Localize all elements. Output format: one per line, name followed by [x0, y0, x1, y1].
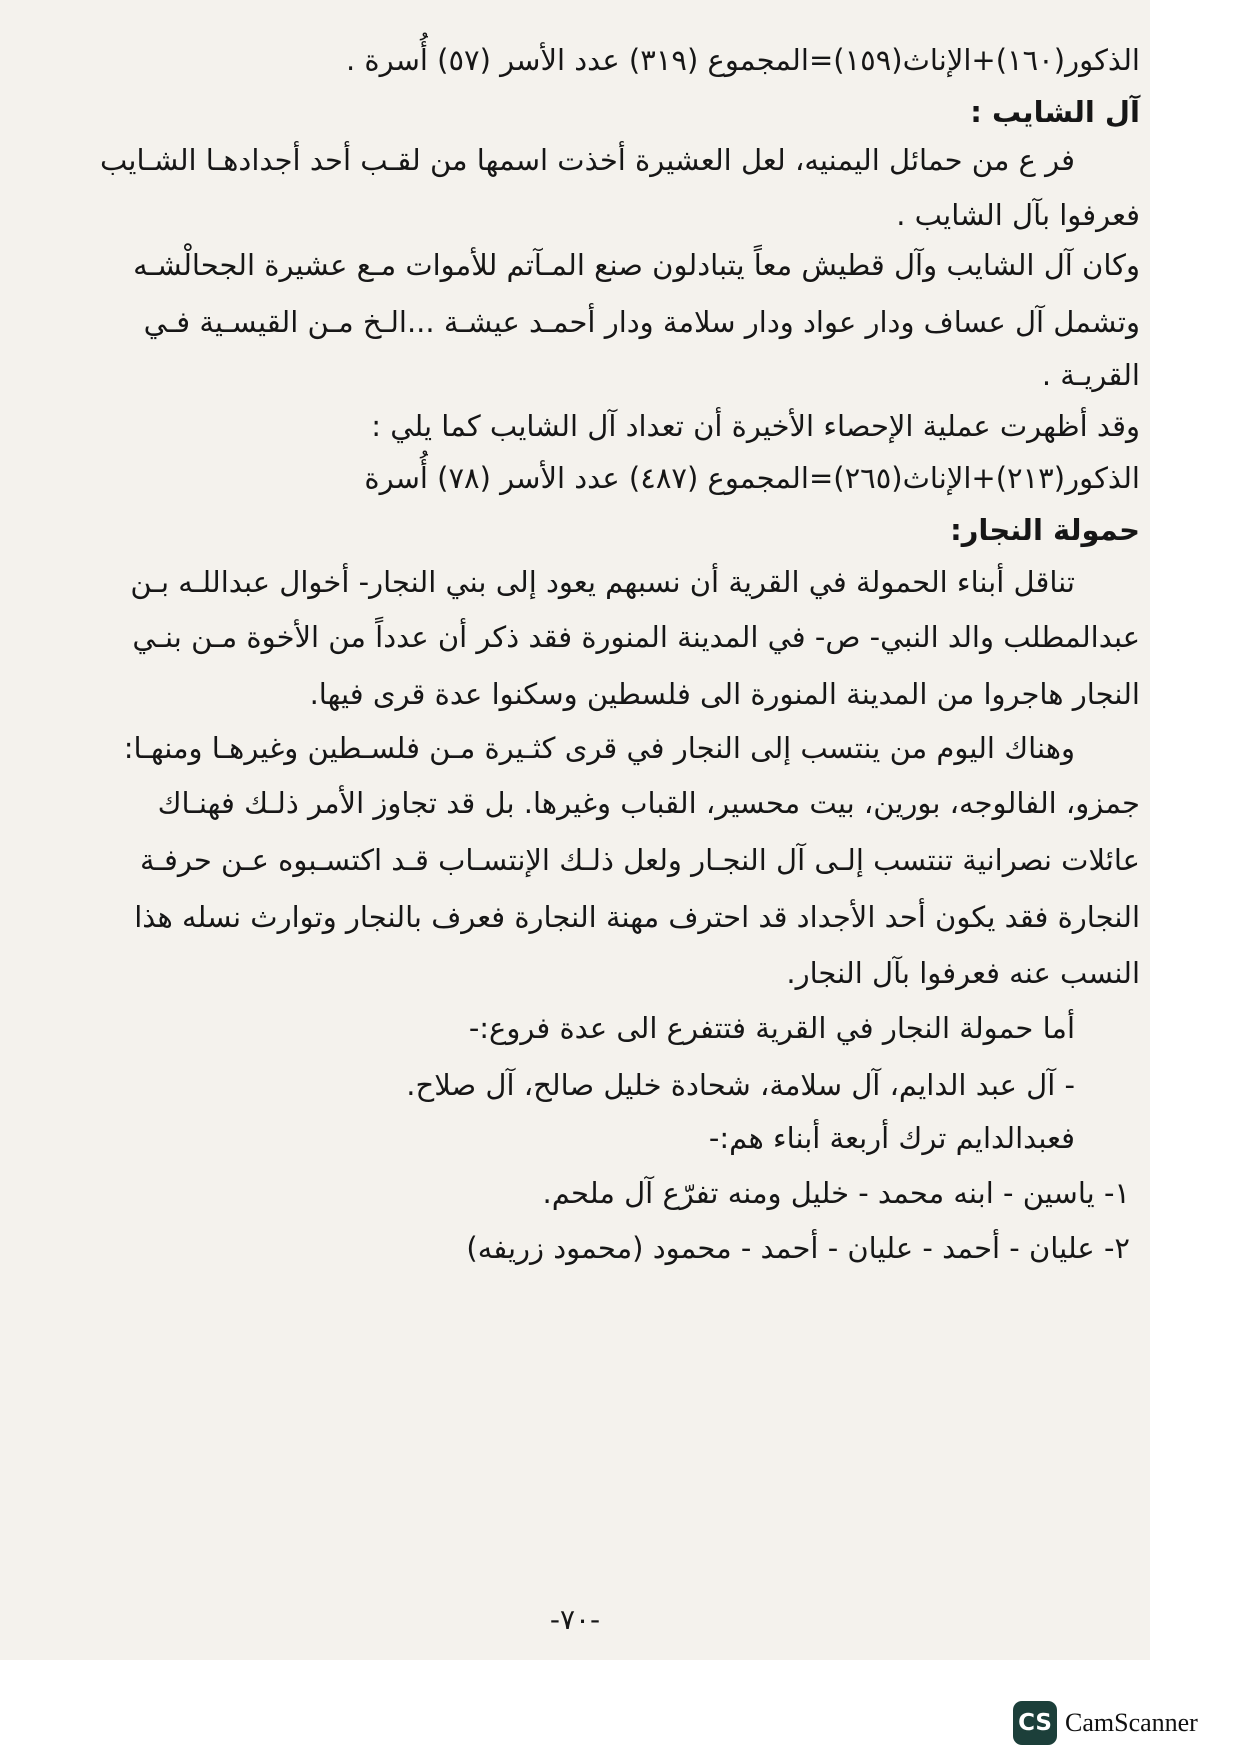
paragraph-line: فر ع من حمائل اليمنيه، لعل العشيرة أخذت اسمها من لقـب أحد أجدادهـا الشـايب	[99, 143, 1075, 177]
paragraph-line: النجار هاجروا من المدينة المنورة الى فلسطين وسكنوا عدة قرى فيها.	[309, 677, 1140, 711]
paragraph-line: وتشمل آل عساف ودار عواد ودار سلامة ودار أحمـد عيشـة ...الـخ مـن القيسـية فـي	[143, 305, 1140, 339]
paragraph-line: تناقل أبناء الحمولة في القرية أن نسبهم يعود إلى بني النجار- أخوال عبداللـه بـن	[130, 565, 1075, 599]
paragraph-line: وقد أظهرت عملية الإحصاء الأخيرة أن تعداد آل الشايب كما يلي :	[371, 409, 1140, 443]
numbered-item-2: ٢- عليان - أحمد - عليان - أحمد - محمود (محمود زريفه)	[466, 1231, 1130, 1265]
page-number: -٧٠-	[549, 1603, 601, 1636]
paragraph-line: النجارة فقد يكون أحد الأجداد قد احترف مهنة النجارة فعرف بالنجار وتوارث نسله هذا	[134, 900, 1140, 934]
paragraph-line: أما حمولة النجار في القرية فتتفرع الى عدة فروع:-	[468, 1011, 1075, 1045]
camscanner-logo-icon: CS	[1013, 1701, 1057, 1745]
paragraph-line: فعرفوا بآل الشايب .	[896, 198, 1140, 232]
paragraph-line: القريـة .	[1041, 358, 1140, 392]
paragraph-line: جمزو، الفالوجه، بورين، بيت محسير، القباب وغيرها. بل قد تجاوز الأمر ذلـك فهنـاك	[157, 786, 1140, 820]
census-line-1: الذكور(١٦٠)+الإناث(١٥٩)=المجموع (٣١٩) عدد الأسر (٥٧) أُسرة .	[345, 43, 1140, 77]
section-heading-al-shayeb: آل الشايب :	[970, 95, 1140, 129]
paragraph-line: عائلات نصرانية تنتسب إلـى آل النجـار ولعل ذلـك الإنتسـاب قـد اكتسـبوه عـن حرفـة	[140, 843, 1140, 877]
camscanner-name: CamScanner	[1065, 1708, 1198, 1737]
paragraph-line: وهناك اليوم من ينتسب إلى النجار في قرى كثـيرة مـن فلسـطين وغيرهـا ومنهـا:	[123, 731, 1075, 765]
census-line-2: الذكور(٢١٣)+الإناث(٢٦٥)=المجموع (٤٨٧) عدد الأسر (٧٨) أُسرة	[364, 461, 1140, 495]
branch-list-line: - آل عبد الدايم، آل سلامة، شحادة خليل صالح، آل صلاح.	[406, 1068, 1075, 1102]
section-heading-al-najjar: حمولة النجار:	[950, 513, 1140, 547]
numbered-item-1: ١- ياسين - ابنه محمد - خليل ومنه تفرّع آل ملحم.	[542, 1176, 1130, 1210]
paragraph-line: فعبدالدايم ترك أربعة أبناء هم:-	[708, 1121, 1075, 1155]
camscanner-watermark	[1013, 1700, 1233, 1746]
paragraph-line: وكان آل الشايب وآل قطيش معاً يتبادلون صنع المـآتم للأموات مـع عشيرة الجحالْشـه	[133, 248, 1140, 282]
paragraph-line: النسب عنه فعرفوا بآل النجار.	[786, 956, 1140, 990]
paragraph-line: عبدالمطلب والد النبي- ص- في المدينة المنورة فقد ذكر أن عدداً من الأخوة مـن بنـي	[132, 620, 1140, 654]
